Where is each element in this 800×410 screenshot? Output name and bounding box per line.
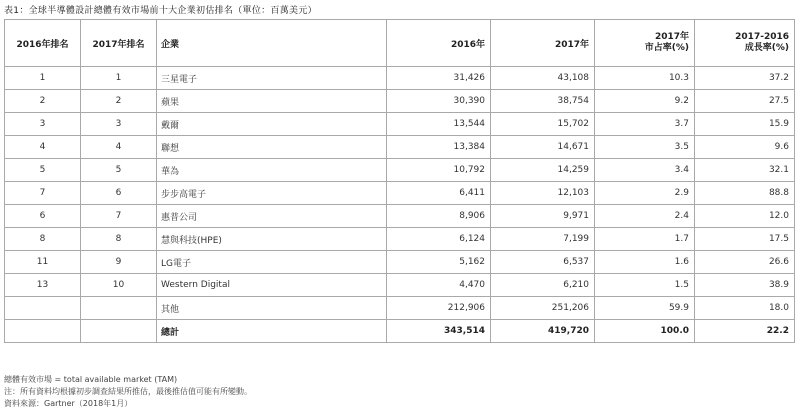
cell-market-share: 3.4 — [595, 159, 695, 182]
cell-revenue-2016: 6,124 — [387, 228, 491, 251]
total-label: 總計 — [157, 320, 387, 343]
cell-company: 惠普公司 — [157, 205, 387, 228]
header-market-share — [595, 20, 695, 67]
total-revenue-2017: 419,720 — [491, 320, 595, 343]
table-row — [5, 251, 795, 274]
cell-empty — [81, 320, 157, 343]
table-row — [5, 67, 795, 90]
cell-rank-2017: 6 — [81, 182, 157, 205]
cell-growth: 32.1 — [695, 159, 795, 182]
header-growth-line1: 2017-2016 — [735, 32, 789, 42]
cell-rank-2017: 8 — [81, 228, 157, 251]
cell-rank-2017: 9 — [81, 251, 157, 274]
cell-growth: 15.9 — [695, 113, 795, 136]
cell-company: 其他 — [157, 297, 387, 320]
cell-market-share: 10.3 — [595, 67, 695, 90]
cell-rank-2016: 1 — [5, 67, 81, 90]
table-row — [5, 228, 795, 251]
table-row — [5, 159, 795, 182]
total-growth: 22.2 — [695, 320, 795, 343]
cell-market-share: 1.6 — [595, 251, 695, 274]
cell-market-share: 3.7 — [595, 113, 695, 136]
cell-company: 三星電子 — [157, 67, 387, 90]
cell-revenue-2017: 251,206 — [491, 297, 595, 320]
cell-growth: 37.2 — [695, 67, 795, 90]
cell-revenue-2017: 6,537 — [491, 251, 595, 274]
cell-rank-2016: 4 — [5, 136, 81, 159]
cell-revenue-2017: 43,108 — [491, 67, 595, 90]
cell-rank-2016 — [5, 297, 81, 320]
table-row — [5, 136, 795, 159]
cell-rank-2016: 11 — [5, 251, 81, 274]
table-caption: 表1：全球半導體設計總體有效市場前十大企業初估排名（單位：百萬美元） — [4, 6, 317, 16]
cell-rank-2016: 3 — [5, 113, 81, 136]
footnote-note: 注：所有資料均根據初步調查結果所推估，最後推估值可能有所變動。 — [4, 387, 252, 396]
footnote-tam: 總體有效市場 = total available market (TAM) — [4, 375, 178, 384]
cell-rank-2016: 8 — [5, 228, 81, 251]
cell-market-share: 3.5 — [595, 136, 695, 159]
cell-market-share: 1.5 — [595, 274, 695, 297]
cell-rank-2016: 5 — [5, 159, 81, 182]
cell-revenue-2016: 30,390 — [387, 90, 491, 113]
cell-market-share: 9.2 — [595, 90, 695, 113]
cell-rank-2017: 3 — [81, 113, 157, 136]
cell-revenue-2017: 14,259 — [491, 159, 595, 182]
table-row — [5, 113, 795, 136]
cell-rank-2017: 5 — [81, 159, 157, 182]
table-row — [5, 90, 795, 113]
table-row — [5, 274, 795, 297]
cell-revenue-2017: 7,199 — [491, 228, 595, 251]
table-row-total — [5, 320, 795, 343]
cell-company: 蘋果 — [157, 90, 387, 113]
cell-revenue-2016: 212,906 — [387, 297, 491, 320]
table-row — [5, 205, 795, 228]
cell-revenue-2017: 9,971 — [491, 205, 595, 228]
cell-rank-2016: 2 — [5, 90, 81, 113]
cell-revenue-2017: 38,754 — [491, 90, 595, 113]
header-growth — [695, 20, 795, 67]
header-rank-2017: 2017年排名 — [81, 20, 157, 67]
cell-growth: 38.9 — [695, 274, 795, 297]
cell-growth: 12.0 — [695, 205, 795, 228]
header-growth-line2: 成長率(%) — [744, 43, 789, 53]
footnote-source: 資料來源：Gartner（2018年1月） — [4, 399, 133, 408]
cell-revenue-2017: 14,671 — [491, 136, 595, 159]
cell-revenue-2016: 31,426 — [387, 67, 491, 90]
cell-revenue-2016: 8,906 — [387, 205, 491, 228]
cell-revenue-2016: 6,411 — [387, 182, 491, 205]
cell-rank-2016: 6 — [5, 205, 81, 228]
total-revenue-2016: 343,514 — [387, 320, 491, 343]
cell-company: Western Digital — [157, 274, 387, 297]
ranking-table — [4, 19, 795, 343]
header-rank-2016: 2016年排名 — [5, 20, 81, 67]
header-row — [5, 20, 795, 67]
cell-revenue-2016: 4,470 — [387, 274, 491, 297]
header-market-share-line1: 2017年 — [654, 32, 689, 42]
cell-growth: 9.6 — [695, 136, 795, 159]
cell-revenue-2017: 6,210 — [491, 274, 595, 297]
header-revenue-2017: 2017年 — [491, 20, 595, 67]
cell-revenue-2017: 12,103 — [491, 182, 595, 205]
cell-rank-2017 — [81, 297, 157, 320]
cell-growth: 17.5 — [695, 228, 795, 251]
cell-growth: 18.0 — [695, 297, 795, 320]
cell-growth: 88.8 — [695, 182, 795, 205]
cell-rank-2017: 2 — [81, 90, 157, 113]
table-row-others — [5, 297, 795, 320]
table-row — [5, 182, 795, 205]
cell-rank-2016: 13 — [5, 274, 81, 297]
cell-company: 步步高電子 — [157, 182, 387, 205]
header-revenue-2016: 2016年 — [387, 20, 491, 67]
cell-revenue-2016: 5,162 — [387, 251, 491, 274]
header-company: 企業 — [157, 20, 387, 67]
cell-market-share: 2.4 — [595, 205, 695, 228]
cell-growth: 26.6 — [695, 251, 795, 274]
cell-market-share: 59.9 — [595, 297, 695, 320]
cell-rank-2017: 1 — [81, 67, 157, 90]
cell-rank-2017: 7 — [81, 205, 157, 228]
cell-market-share: 1.7 — [595, 228, 695, 251]
total-market-share: 100.0 — [595, 320, 695, 343]
cell-rank-2017: 4 — [81, 136, 157, 159]
cell-company: 戴爾 — [157, 113, 387, 136]
cell-company: 聯想 — [157, 136, 387, 159]
cell-rank-2017: 10 — [81, 274, 157, 297]
cell-company: LG電子 — [157, 251, 387, 274]
cell-empty — [5, 320, 81, 343]
header-market-share-line2: 市占率(%) — [644, 43, 689, 53]
cell-company: 慧與科技(HPE) — [157, 228, 387, 251]
cell-revenue-2016: 13,544 — [387, 113, 491, 136]
cell-rank-2016: 7 — [5, 182, 81, 205]
cell-market-share: 2.9 — [595, 182, 695, 205]
cell-revenue-2016: 13,384 — [387, 136, 491, 159]
cell-revenue-2016: 10,792 — [387, 159, 491, 182]
cell-growth: 27.5 — [695, 90, 795, 113]
cell-company: 華為 — [157, 159, 387, 182]
cell-revenue-2017: 15,702 — [491, 113, 595, 136]
